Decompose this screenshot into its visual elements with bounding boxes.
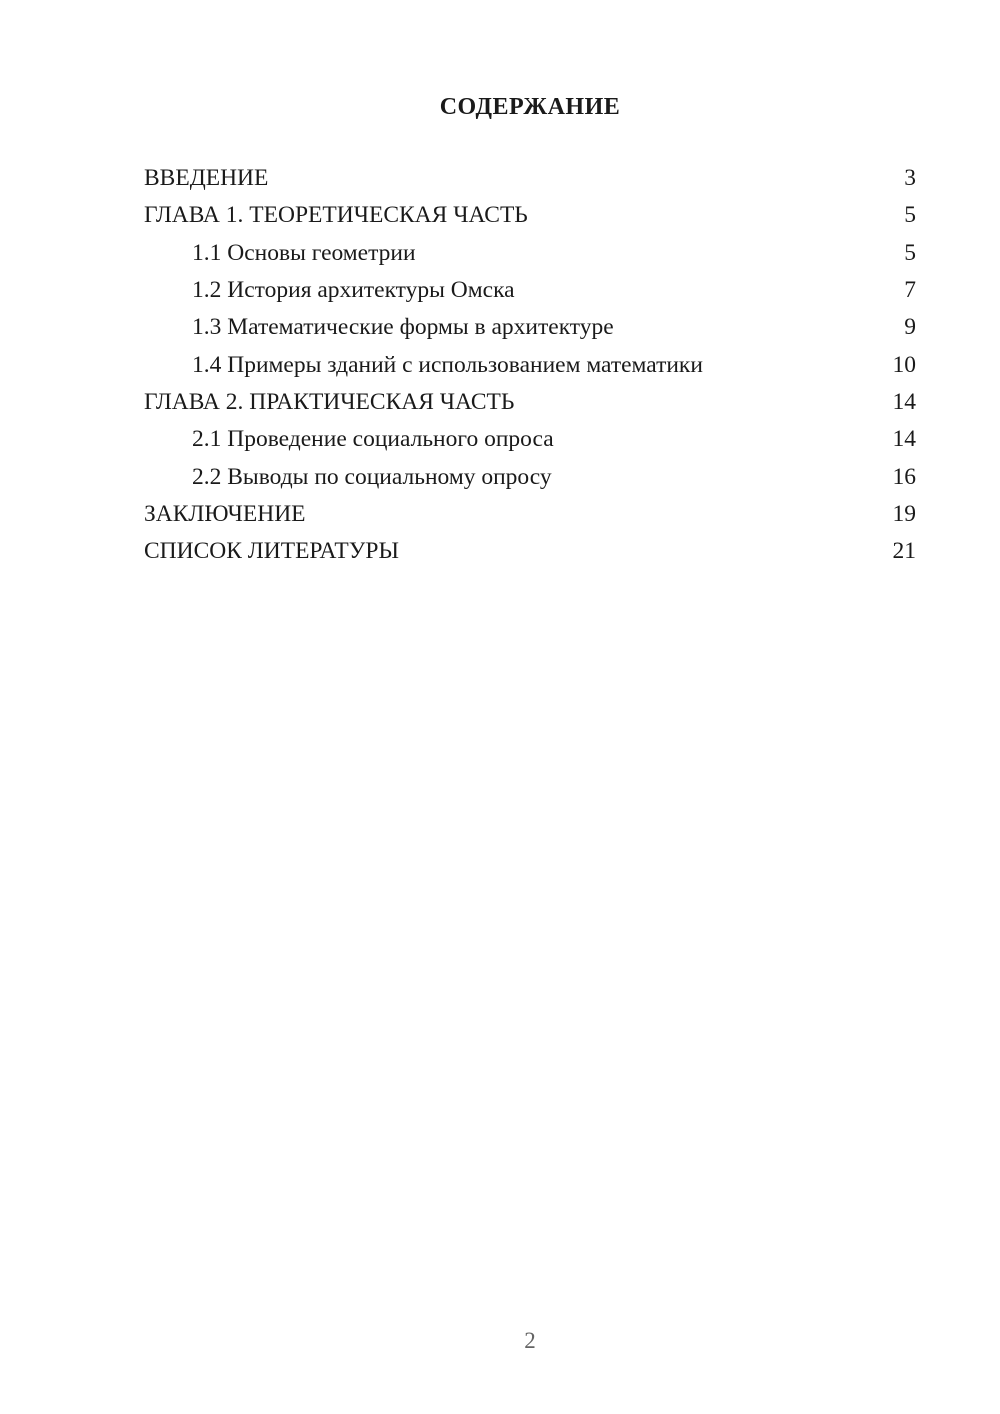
toc-entry-label: 1.3 Математические формы в архитектуре (192, 314, 614, 341)
toc-entry-page: 3 (904, 165, 916, 191)
toc-entry-label: 1.2 История архитектуры Омска (192, 277, 515, 304)
toc-entry-label: 1.4 Примеры зданий с использованием математики (192, 351, 703, 378)
toc-entry (144, 384, 916, 421)
toc-entry-label: 1.1 Основы геометрии (192, 239, 416, 266)
table-of-contents (144, 160, 916, 571)
toc-entry (144, 496, 916, 533)
toc-entry-page: 5 (904, 202, 916, 229)
toc-entry-label: 2.2 Выводы по социальному опросу (192, 463, 552, 490)
toc-entry (144, 347, 916, 384)
toc-entry-label: ГЛАВА 1. ТЕОРЕТИЧЕСКАЯ ЧАСТЬ (144, 202, 528, 229)
toc-entry-page: 10 (892, 351, 916, 378)
page-title: СОДЕРЖАНИЕ (439, 94, 621, 120)
toc-entry (144, 309, 916, 346)
toc-entry-label: ЗАКЛЮЧЕНИЕ (144, 501, 306, 528)
toc-entry-page: 5 (904, 239, 916, 266)
toc-entry (144, 533, 916, 570)
toc-entry-label: ВВЕДЕНИЕ (144, 165, 269, 191)
toc-entry-label: 2.1 Проведение социального опроса (192, 426, 554, 453)
toc-entry (144, 272, 916, 309)
toc-entry-page: 14 (892, 426, 916, 453)
toc-entry-page: 7 (904, 277, 916, 304)
toc-entry (144, 459, 916, 496)
toc-entry-page: 16 (892, 463, 916, 490)
toc-entry-page: 9 (904, 314, 916, 341)
toc-entry-label: СПИСОК ЛИТЕРАТУРЫ (144, 538, 399, 565)
toc-entry (144, 421, 916, 458)
toc-entry-page: 21 (892, 538, 916, 565)
toc-entry-page: 14 (892, 389, 916, 416)
toc-entry (144, 197, 916, 234)
toc-entry-label: ГЛАВА 2. ПРАКТИЧЕСКАЯ ЧАСТЬ (144, 389, 515, 416)
toc-entry (144, 235, 916, 272)
page-number-footer: 2 (524, 1328, 536, 1353)
toc-entry (144, 160, 916, 197)
toc-entry-page: 19 (892, 501, 916, 528)
